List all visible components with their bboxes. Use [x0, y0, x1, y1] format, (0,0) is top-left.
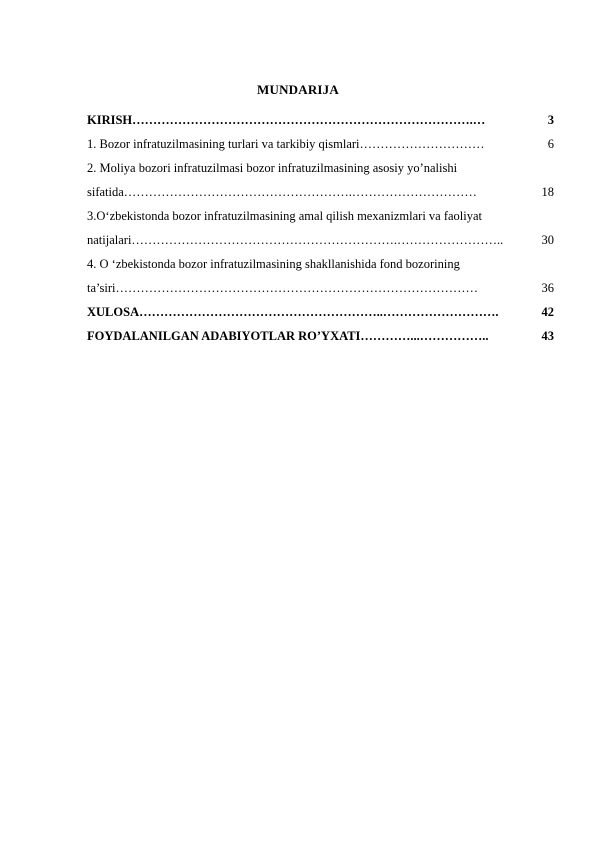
toc-leader-dots: ……………………………………………………….……………………..: [131, 233, 504, 247]
toc-entry-text: natijalari: [87, 233, 132, 247]
toc-entry-text: sifatida: [87, 185, 124, 199]
toc-entry-2: [87, 180, 554, 204]
toc-entry-text: ta’siri: [87, 281, 116, 295]
toc-entry-3-line1: 3.O‘zbekistonda bozor infratuzilmasining amal qilish mexanizmlari va faoliyat: [87, 209, 483, 223]
toc-title: MUNDARIJA: [257, 82, 339, 97]
toc-page-number: 18: [541, 185, 554, 199]
toc-page-number: 30: [541, 233, 554, 247]
toc-entry-2-line1: 2. Moliya bozori infratuzilmasi bozor infratuzilmasining asosiy yo’nalishi: [87, 161, 458, 175]
toc-entry-kirish: [87, 108, 554, 132]
table-of-contents: [87, 108, 554, 348]
toc-page-number: 6: [547, 137, 554, 151]
toc-entry-text: XULOSA: [87, 305, 140, 319]
toc-leader-dots: ……………………………………………………………………………: [115, 281, 478, 295]
toc-entry-1: [87, 132, 554, 156]
toc-entry-text: 1. Bozor infratuzilmasining turlari va tarkibiy qismlari: [87, 137, 360, 151]
toc-entry-adabiyotlar: [87, 324, 554, 348]
toc-entry-3: [87, 228, 554, 252]
toc-entry-text: KIRISH: [87, 113, 133, 127]
toc-leader-dots: ……………………………………………….…………………………: [123, 185, 477, 199]
toc-page-number: 3: [547, 113, 554, 127]
toc-entry-4-line1: 4. O ‘zbekistonda bozor infratuzilmasining shakllanishida fond bozorining: [87, 257, 460, 271]
toc-entry-xulosa: [87, 300, 554, 324]
toc-page-number: 42: [541, 305, 554, 319]
toc-leader-dots: …………...……………..: [360, 329, 489, 343]
toc-leader-dots: ……………………………………………………………………….…: [132, 113, 486, 127]
toc-page-number: 43: [541, 329, 554, 343]
toc-leader-dots: …………………………………………………..……………………….: [139, 305, 499, 319]
toc-leader-dots: …………………………: [359, 137, 485, 151]
toc-page-number: 36: [541, 281, 554, 295]
toc-entry-text: FOYDALANILGAN ADABIYOTLAR RO’YXATI: [87, 329, 361, 343]
toc-entry-4: [87, 276, 554, 300]
